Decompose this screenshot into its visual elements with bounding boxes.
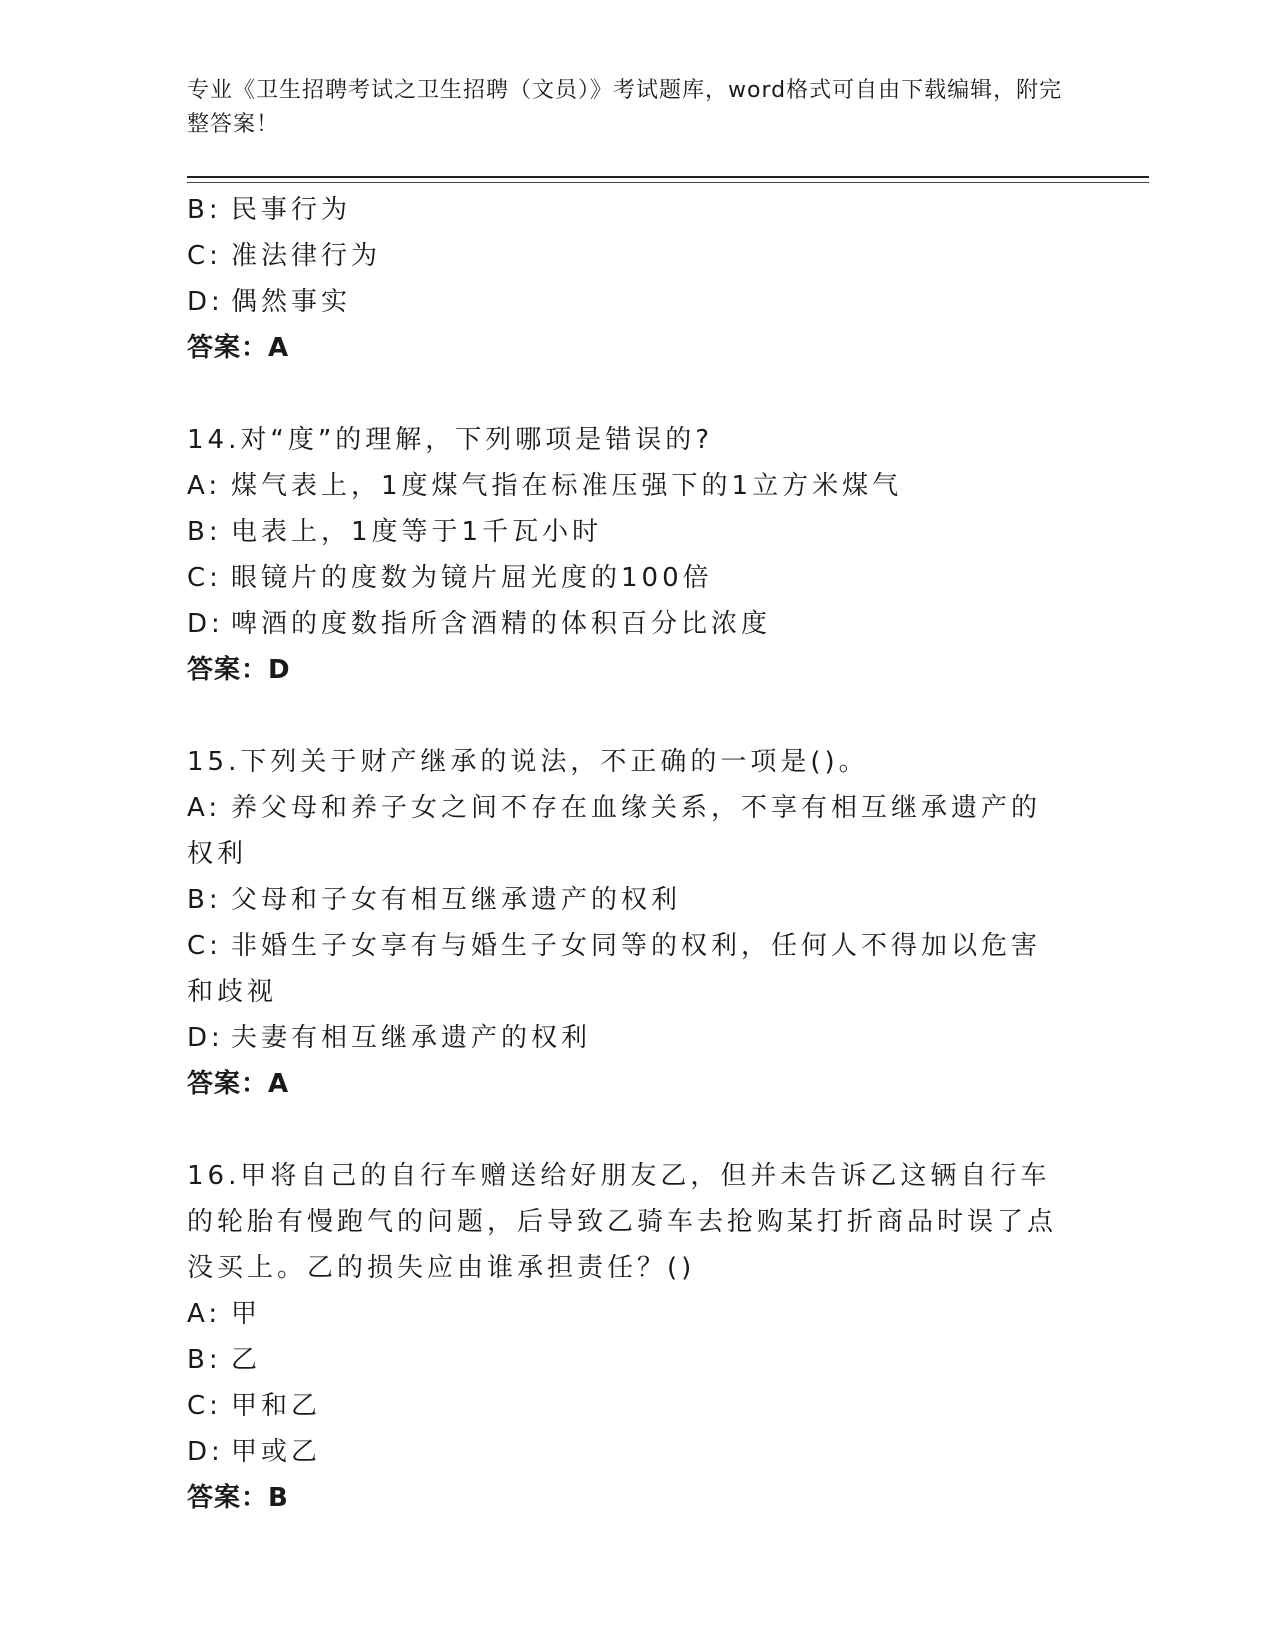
option-a [187, 1291, 1067, 1337]
question-list [187, 187, 1067, 1521]
option-text: 煤气表上，1度煤气指在标准压强下的1立方米煤气 [231, 471, 903, 501]
header-text: 专业《卫生招聘考试之卫生招聘（文员）》考试题库，word格式可自由下载编辑，附完整答案！ [187, 78, 1063, 137]
option-c [187, 1383, 1067, 1429]
option-key: D: [187, 1023, 224, 1053]
option-text: 甲 [231, 1299, 262, 1329]
option-text: 偶然事实 [231, 287, 352, 317]
document-header [187, 74, 1067, 142]
option-b [187, 1337, 1067, 1383]
option-text: 准法律行为 [231, 241, 382, 271]
option-a [187, 463, 1067, 509]
option-d [187, 1429, 1067, 1475]
option-key: C: [187, 1391, 222, 1421]
option-key: D: [187, 287, 224, 317]
option-key: B: [187, 517, 222, 547]
option-text: 夫妻有相互继承遗产的权利 [231, 1023, 592, 1053]
option-text: 眼镜片的度数为镜片屈光度的100倍 [231, 563, 713, 593]
answer-line: 答案：B [187, 1483, 289, 1513]
option-key: B: [187, 885, 222, 915]
option-text: 电表上，1度等于1千瓦小时 [231, 517, 603, 547]
answer-line: 答案：A [187, 333, 290, 363]
question-stem: 14.对“度”的理解，下列哪项是错误的? [187, 425, 714, 455]
option-text: 民事行为 [231, 195, 352, 225]
option-key: B: [187, 195, 222, 225]
option-key: A: [187, 471, 222, 501]
option-key: A: [187, 793, 222, 823]
question-stem: 16.甲将自己的自行车赠送给好朋友乙，但并未告诉乙这辆自行车的轮胎有慢跑气的问题，后导致乙骑车去抢购某打折商品时误了点没买上。乙的损失应由谁承担责任？() [187, 1161, 1058, 1283]
option-c [187, 555, 1067, 601]
option-b [187, 187, 1067, 233]
option-key: D: [187, 1437, 224, 1467]
option-text: 乙 [231, 1345, 262, 1375]
question-15 [187, 739, 1067, 1107]
header-divider-secondary [187, 182, 1149, 183]
option-key: D: [187, 609, 224, 639]
option-key: A: [187, 1299, 222, 1329]
option-c [187, 923, 1067, 1015]
option-key: C: [187, 563, 222, 593]
option-d [187, 279, 1067, 325]
option-key: B: [187, 1345, 222, 1375]
answer-line: 答案：A [187, 1069, 290, 1099]
option-key: C: [187, 241, 222, 271]
option-text: 啤酒的度数指所含酒精的体积百分比浓度 [231, 609, 772, 639]
option-d [187, 1015, 1067, 1061]
option-b [187, 509, 1067, 555]
header-divider [187, 176, 1149, 178]
option-a [187, 785, 1067, 877]
option-text: 非婚生子女享有与婚生子女同等的权利，任何人不得加以危害和歧视 [187, 931, 1042, 1007]
option-c [187, 233, 1067, 279]
option-d [187, 601, 1067, 647]
option-text: 养父母和养子女之间不存在血缘关系，不享有相互继承遗产的权利 [187, 793, 1042, 869]
question-16 [187, 1153, 1067, 1521]
question-13-continued [187, 187, 1067, 371]
option-key: C: [187, 931, 222, 961]
answer-line: 答案：D [187, 655, 291, 685]
question-stem: 15.下列关于财产继承的说法，不正确的一项是()。 [187, 747, 869, 777]
option-text: 父母和子女有相互继承遗产的权利 [231, 885, 682, 915]
option-b [187, 877, 1067, 923]
option-text: 甲和乙 [231, 1391, 322, 1421]
option-text: 甲或乙 [231, 1437, 322, 1467]
question-14 [187, 417, 1067, 693]
